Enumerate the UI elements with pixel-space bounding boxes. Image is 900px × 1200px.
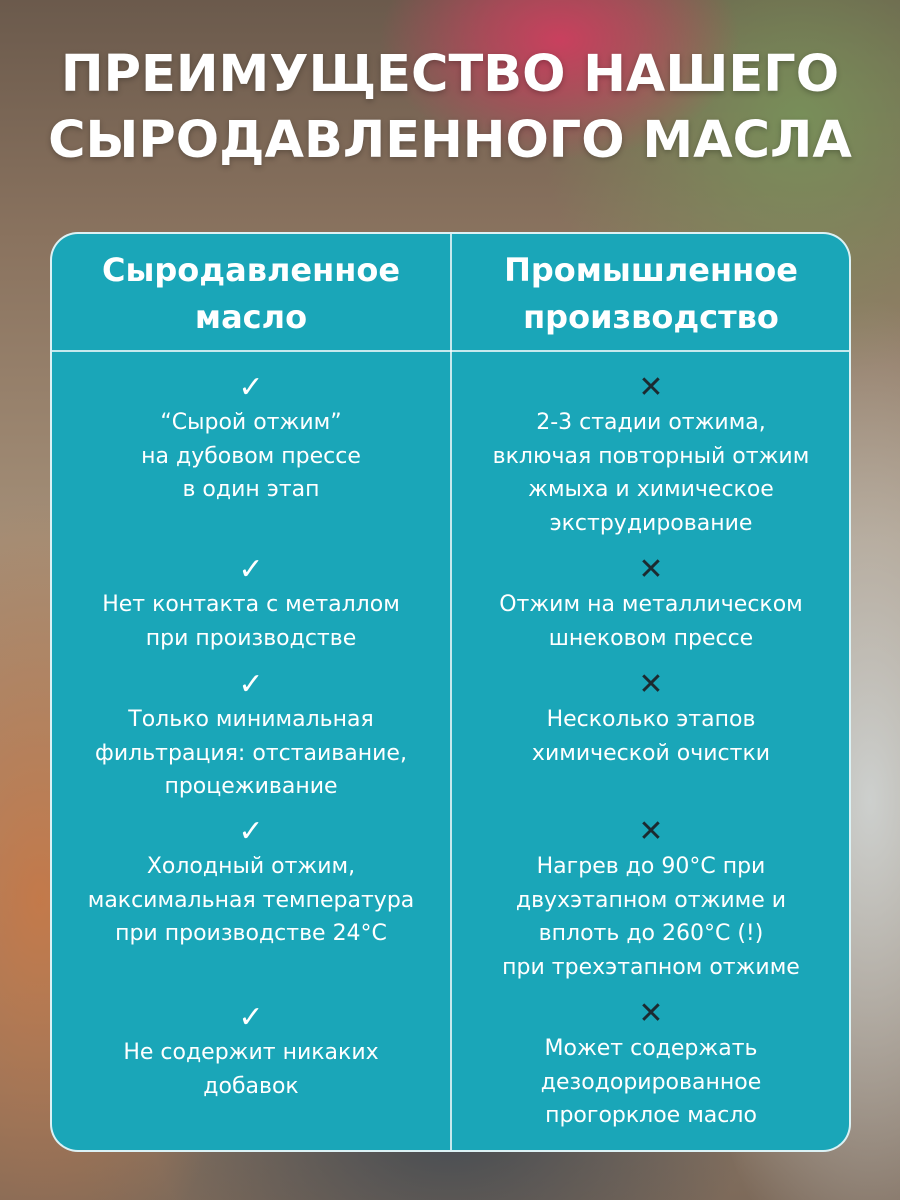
row-1-left-text: “Сырой отжим” на дубовом прессе в один этап — [141, 410, 361, 502]
row-5-right-cell — [452, 996, 850, 1133]
page-title — [0, 42, 900, 174]
row-1-right-cell — [452, 370, 850, 540]
comparison-table — [50, 232, 851, 1152]
row-2-left-text: Нет контакта с металлом при производстве — [102, 592, 400, 651]
row-4-right-cell — [452, 814, 850, 984]
check-icon: ✓ — [238, 667, 264, 702]
row-3-right-cell — [452, 667, 850, 770]
check-icon: ✓ — [238, 370, 264, 405]
row-1-left-cell — [52, 370, 450, 507]
row-4-left-text: Холодный отжим, максимальная температура при производстве 24°С — [87, 854, 415, 946]
row-1-right-text: 2-3 стадии отжима, включая повторный отжим жмыха и химическое экструдирование — [492, 410, 810, 536]
right-header-text: Промышленное производство — [504, 251, 798, 336]
row-3-right-text: Несколько этапов химической очистки — [531, 707, 771, 766]
row-5-left-cell — [52, 1000, 450, 1103]
row-5-left-text: Не содержит никаких добавок — [123, 1040, 379, 1099]
row-3-left-text: Только минимальная фильтрация: отстаивание, процеживание — [95, 707, 407, 799]
title-line-2: СЫРОДАВЛЕННОГО МАСЛА — [48, 111, 852, 170]
header-divider — [52, 350, 849, 352]
cross-icon: ✕ — [638, 996, 664, 1031]
row-5-right-text: Может содержать дезодорированное прогорклое масло — [540, 1036, 762, 1128]
row-4-left-cell — [52, 814, 450, 951]
check-icon: ✓ — [238, 1000, 264, 1035]
row-3-left-cell — [52, 667, 450, 804]
left-column-header — [52, 244, 450, 344]
right-column-header — [452, 244, 850, 344]
row-2-right-text: Отжим на металлическом шнековом прессе — [499, 592, 803, 651]
row-2-right-cell — [452, 552, 850, 655]
cross-icon: ✕ — [638, 370, 664, 405]
cross-icon: ✕ — [638, 552, 664, 587]
check-icon: ✓ — [238, 814, 264, 849]
title-line-1: ПРЕИМУЩЕСТВО НАШЕГО — [60, 45, 840, 104]
left-header-text: Сыродавленное масло — [101, 251, 401, 336]
check-icon: ✓ — [238, 552, 264, 587]
row-4-right-text: Нагрев до 90°С при двухэтапном отжиме и вплоть до 260°С (!) при трехэтапном отжиме — [502, 854, 800, 980]
row-2-left-cell — [52, 552, 450, 655]
cross-icon: ✕ — [638, 814, 664, 849]
cross-icon: ✕ — [638, 667, 664, 702]
